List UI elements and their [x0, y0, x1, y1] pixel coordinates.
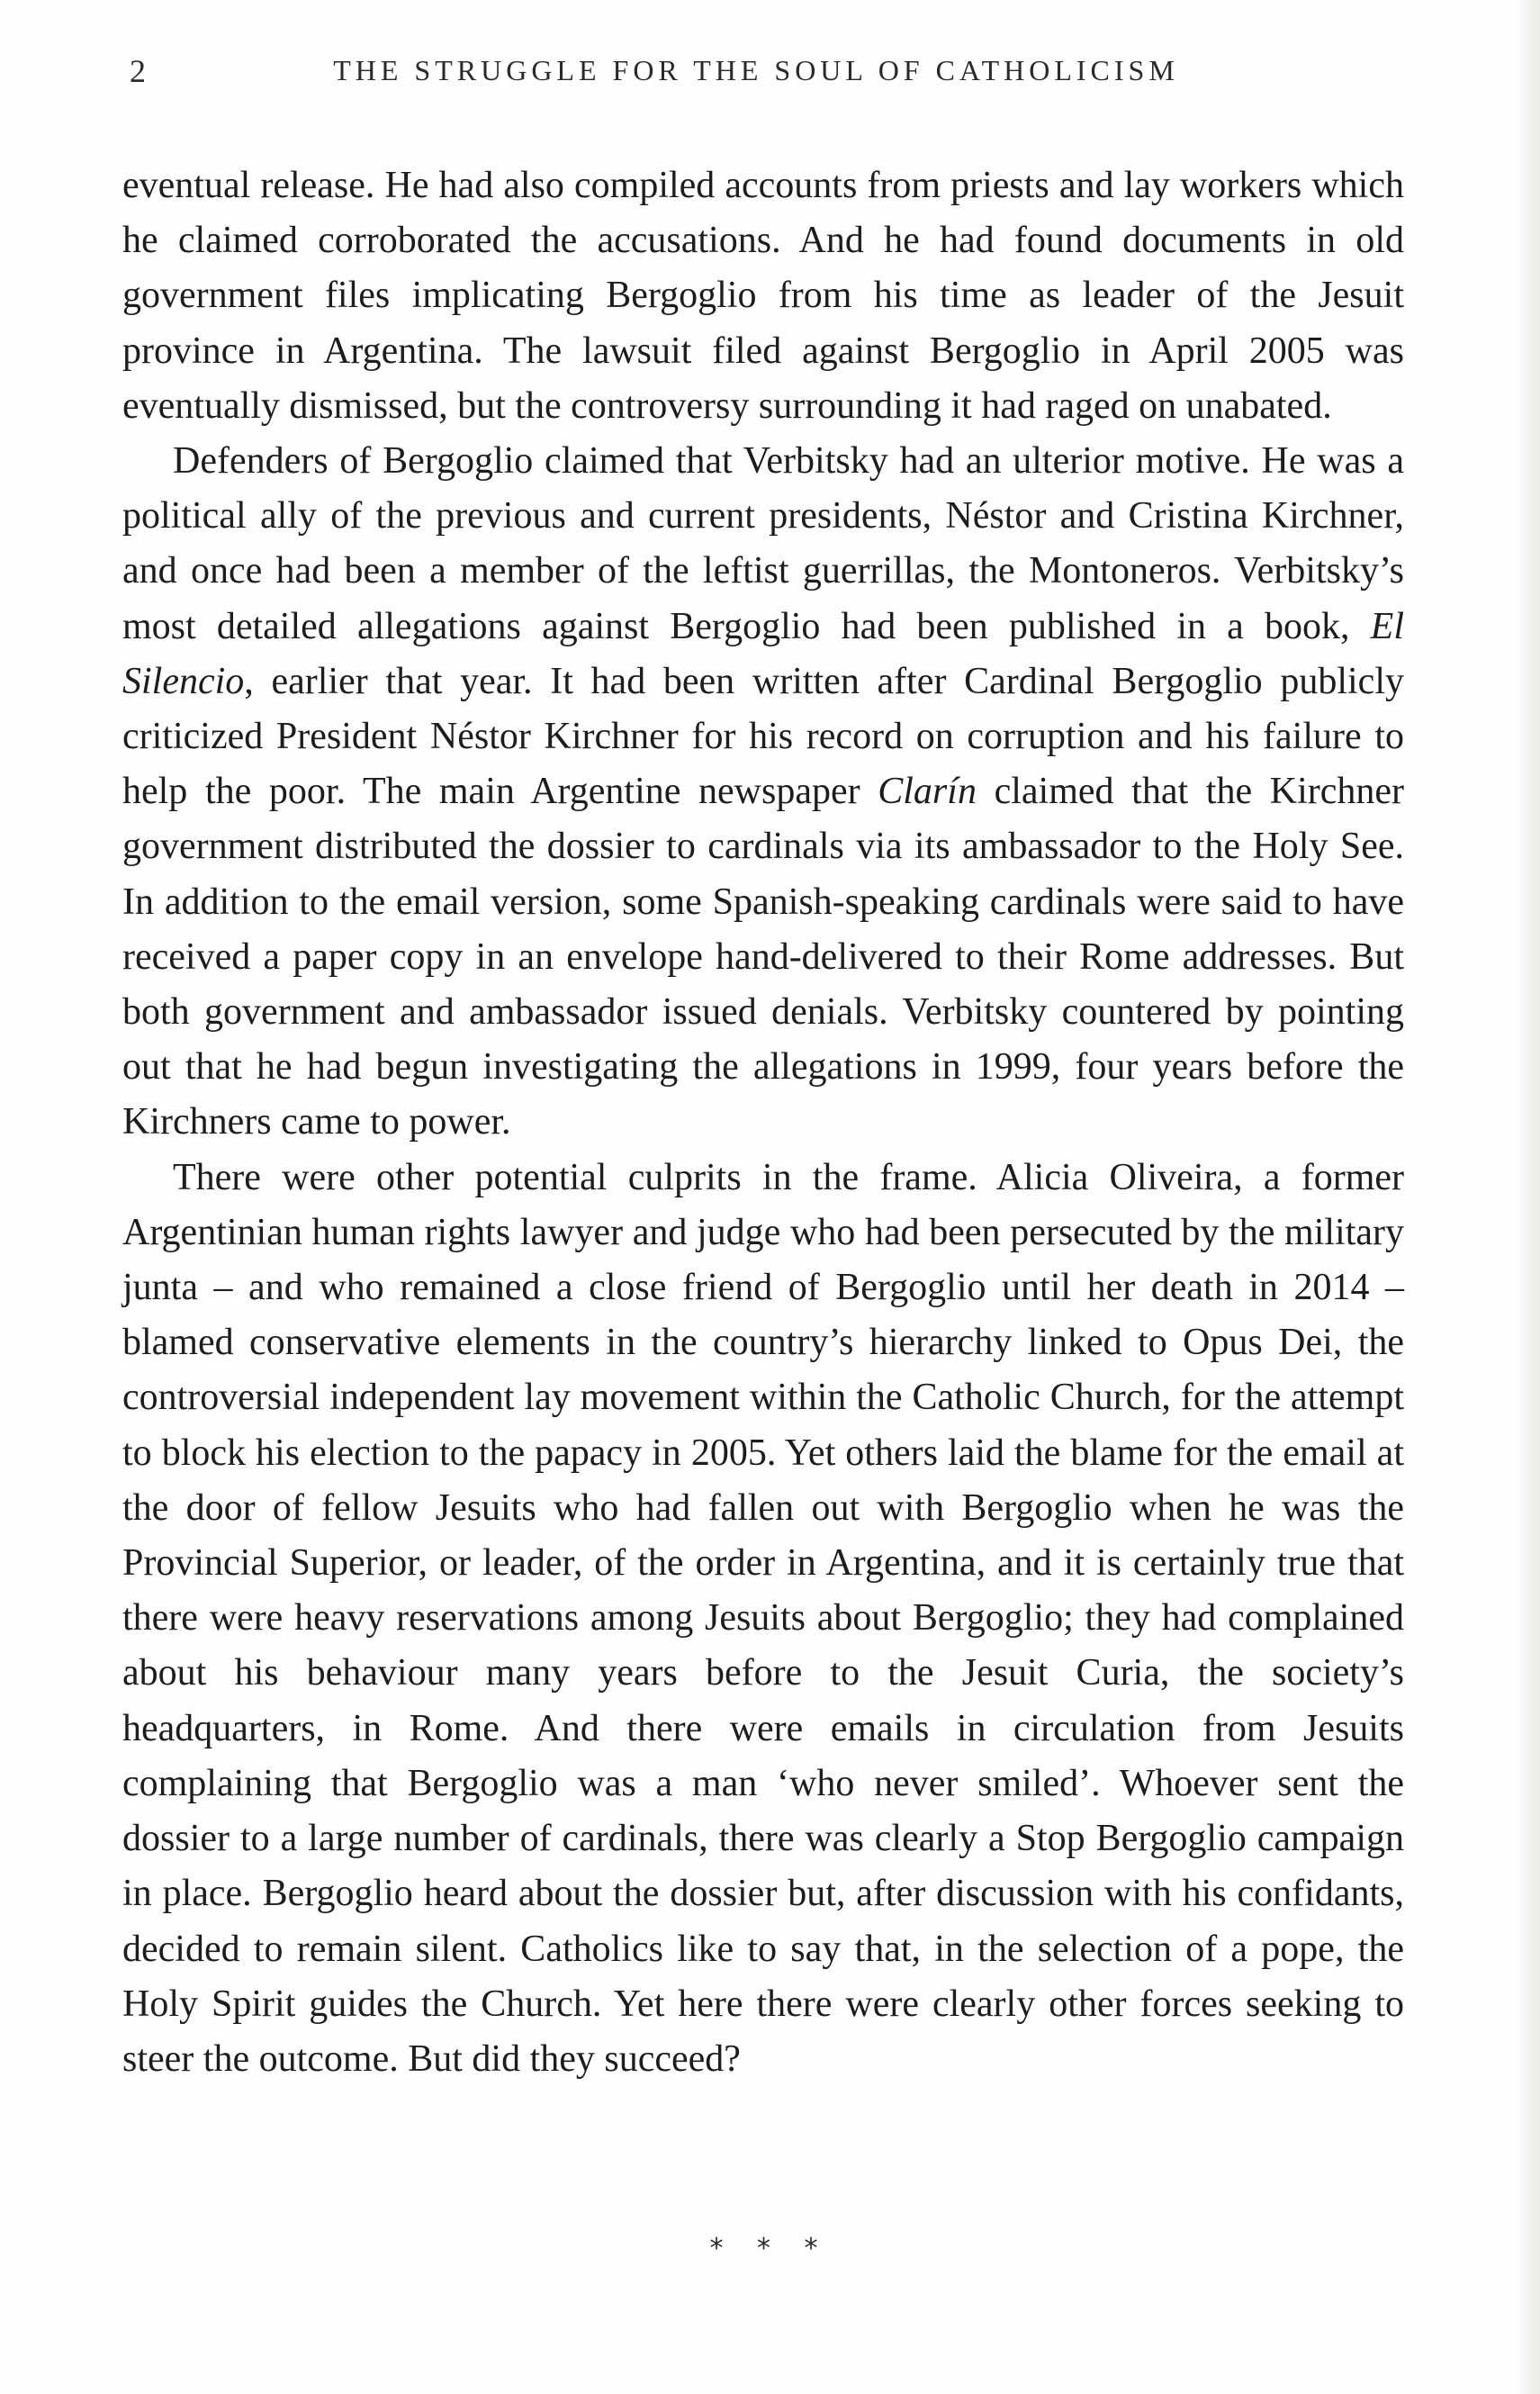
section-break: * * * [709, 2233, 831, 2264]
paragraph-text-segment: , earlier that year. It had been written after Cardinal Bergoglio publicly criticized President Néstor Kirchner for his record on corruption and his failure to help the poor. The main Argentine newspaper [122, 660, 1404, 813]
page-number: 2 [130, 53, 146, 89]
running-header [108, 52, 1404, 106]
paragraph-verbitsky-motive [122, 434, 1404, 1151]
book-title: El Silencio [122, 605, 1404, 702]
body-text [122, 158, 1404, 2087]
newspaper-title: Clarín [878, 771, 977, 813]
page-edge-shadow [1515, 0, 1540, 2394]
paragraph-other-culprits: There were other potential culprits in the frame. Alicia Oliveira, a former Argentinian human rights lawyer and judge who had been persecuted by the military junta – and who remained a close friend of Bergoglio until her death in 2014 – blamed conservative elements in the country’s hierarchy linked to Opus Dei, the controversial independent lay movement within the Catholic Church, for the attempt to block his election to the papacy in 2005. Yet others laid the blame for the email at the door of fellow Jesuits who had fallen out with Bergoglio when he was the Provincial Superior, or leader, of the order in Argentina, and it is certainly true that there were heavy reservations among Jesuits about Bergoglio; they had complained about his behaviour many years before to the Jesuit Curia, the society’s headquarters, in Rome. And there were emails in circulation from Jesuits complaining that Bergoglio was a man ‘who never smiled’. Whoever sent the dossier to a large number of cardinals, there was clearly a Stop Bergoglio campaign in place. Bergoglio heard about the dossier but, after discussion with his confidants, decided to remain silent. Catholics like to say that, in the selection of a pope, the Holy Spirit guides the Church. Yet here there were clearly other forces seeking to steer the outcome. But did they succeed? [122, 1156, 1404, 2080]
paragraph-text-segment: Defenders of Bergoglio claimed that Verbitsky had an ulterior motive. He was a political ally of the previous and current presidents, Néstor and Cristina Kirchner, and once had been a member of the leftist guerrillas, the Montoneros. Verbitsky’s most detailed allegations against Bergoglio had been published in a book, [122, 440, 1404, 647]
paragraph-continuation: eventual release. He had also compiled accounts from priests and lay workers which he claimed corroborated the accusations. And he had found documents in old government files implicating Bergoglio from his time as leader of the Jesuit province in Argentina. The lawsuit filed against Bergoglio in April 2005 was eventually dismissed, but the controversy surrounding it had raged on unabated. [122, 165, 1404, 427]
running-title: THE STRUGGLE FOR THE SOUL OF CATHOLICISM [333, 54, 1179, 86]
paragraph-text-segment: claimed that the Kirchner government distributed the dossier to cardinals via its ambassador to the Holy See. In addition to the email version, some Spanish-speaking cardinals were said to have received a paper copy in an envelope hand-delivered to their Rome addresses. But both government and ambassador issued denials. Verbitsky countered by pointing out that he had begun investigating the allegations in 1999, four years before the Kirchners came to power. [122, 771, 1404, 1143]
